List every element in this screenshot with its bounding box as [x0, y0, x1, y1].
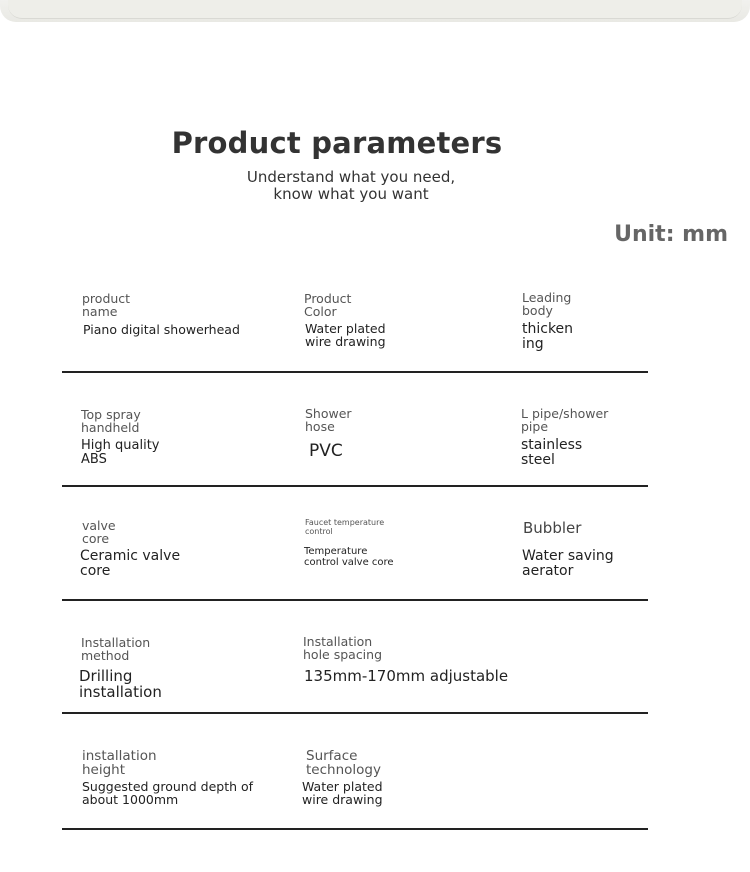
label-line: body: [522, 303, 553, 318]
label-product-name: [82, 292, 130, 318]
value-line: ing: [522, 336, 544, 352]
label-line: Top spray: [81, 407, 141, 422]
label-line: Installation: [303, 634, 373, 649]
label-top-spray: [81, 408, 141, 434]
label-line: Installation: [81, 635, 151, 650]
value-line: steel: [521, 452, 555, 468]
subtitle-line-2: know what you want: [273, 185, 429, 203]
row-divider: [62, 828, 648, 830]
value-line: Water plated: [302, 779, 383, 794]
value-leading-body: [522, 322, 573, 352]
value-line: ABS: [81, 452, 107, 467]
value-installation-method: [79, 668, 162, 700]
value-top-spray: [81, 439, 159, 467]
value-line: Suggested ground depth of: [82, 779, 254, 794]
label-line: product: [82, 291, 131, 306]
value-line: Water plated: [305, 321, 386, 336]
value-line: Ceramic valve: [80, 548, 181, 564]
top-image-edge: [0, 0, 750, 22]
label-line: Surface: [306, 748, 358, 764]
label-line: Bubbler: [523, 519, 582, 537]
value-faucet-temperature: [304, 546, 394, 568]
subtitle-line-1: Understand what you need,: [246, 168, 456, 186]
value-line: core: [80, 563, 111, 579]
label-leading-body: [522, 291, 571, 317]
label-line: installation: [82, 748, 157, 764]
label-valve-core: [82, 519, 116, 545]
value-bubbler: [522, 549, 614, 579]
row-divider: [62, 371, 648, 373]
page-title: Product parameters: [171, 126, 503, 160]
label-faucet-temperature: [305, 518, 384, 536]
value-line: thicken: [522, 321, 574, 337]
row-divider: [62, 712, 648, 714]
label-line: handheld: [81, 420, 140, 435]
label-l-pipe: [521, 407, 608, 433]
value-line: PVC: [309, 441, 343, 461]
label-line: Color: [304, 304, 337, 319]
label-line: valve: [82, 518, 116, 533]
value-product-color: [305, 322, 386, 348]
label-line: pipe: [521, 419, 549, 434]
row-divider: [62, 485, 648, 487]
label-line: control: [305, 527, 333, 536]
label-line: Faucet temperature: [305, 518, 385, 527]
value-line: Drilling: [79, 667, 133, 685]
label-line: hole spacing: [303, 647, 383, 662]
value-line: stainless: [521, 437, 583, 453]
label-installation-height: [82, 749, 157, 777]
label-bubbler: [523, 520, 581, 536]
label-line: Leading: [522, 290, 572, 305]
label-surface-technology: [306, 749, 381, 777]
value-line: Piano digital showerhead: [83, 322, 240, 337]
value-line: 135mm-170mm adjustable: [304, 667, 509, 685]
label-line: method: [81, 648, 130, 663]
label-installation-method: [81, 636, 150, 662]
value-line: about 1000mm: [82, 792, 179, 807]
value-line: Water saving: [522, 548, 614, 564]
label-line: L pipe/shower: [521, 406, 609, 421]
row-divider: [62, 599, 648, 601]
label-shower-hose: [305, 407, 352, 433]
unit-label: Unit: mm: [614, 222, 728, 247]
value-line: aerator: [522, 563, 574, 579]
label-line: Product: [304, 291, 352, 306]
label-line: Shower: [305, 406, 352, 421]
value-shower-hose: [309, 441, 343, 461]
value-line: wire drawing: [305, 334, 386, 349]
value-line: Temperature: [304, 546, 368, 557]
value-surface-technology: [302, 780, 383, 806]
label-line: core: [82, 531, 110, 546]
label-line: name: [82, 304, 118, 319]
value-valve-core: [80, 549, 180, 579]
label-line: technology: [306, 762, 381, 778]
value-line: High quality: [81, 438, 160, 453]
label-line: hose: [305, 419, 335, 434]
value-line: wire drawing: [302, 792, 383, 807]
value-l-pipe: [521, 438, 582, 468]
value-product-name: [83, 323, 240, 337]
value-line: installation: [79, 683, 162, 701]
page-subtitle: [0, 169, 702, 203]
label-product-color: [304, 292, 351, 318]
value-hole-spacing: [304, 668, 508, 684]
value-installation-height: [82, 780, 253, 806]
value-line: control valve core: [304, 557, 394, 568]
top-image-edge-inner: [8, 0, 742, 19]
label-line: height: [82, 762, 126, 778]
label-hole-spacing: [303, 635, 382, 661]
